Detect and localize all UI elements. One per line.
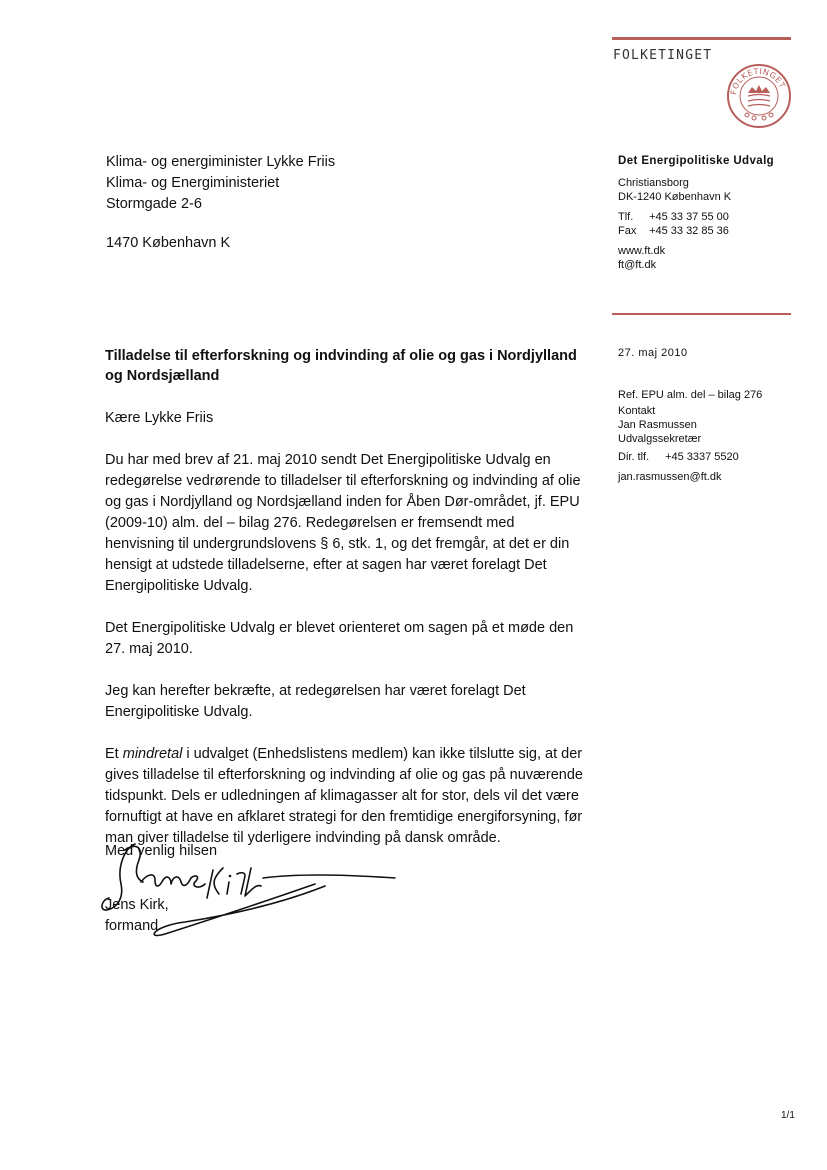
recipient-line2: Klima- og Energiministeriet	[106, 175, 280, 191]
paragraph-2: Det Energipolitiske Udvalg er blevet orienteret om sagen på et møde den 27. maj 2010.	[105, 620, 574, 657]
phone-row	[618, 210, 774, 224]
website-link[interactable]: www.ft.dk	[618, 245, 666, 257]
direct-phone-row	[618, 450, 762, 464]
paragraph-4-rest: i udvalget (Enhedslistens medlem) kan ikke tilslutte sig, at der gives tilladelse til efterforskning og indvinding af olie og gas på nuværende tidspunkt. Dels er udledningen af klimagasser alt for stor, dels vil det være fornuftigt at have en afklaret strategi for den fremtidige energiforsyning, før man giver tilladelse til yderligere indvinding på dansk område.	[105, 746, 583, 846]
header-rule-top	[612, 37, 791, 40]
contact-email-link[interactable]: jan.rasmussen@ft.dk	[618, 471, 722, 483]
seal-text: FOLKETINGET	[729, 66, 787, 96]
paragraph-4-prefix: Et	[105, 746, 123, 762]
recipient-line1: Klima- og energiminister Lykke Friis	[106, 154, 336, 170]
sender-block	[618, 154, 774, 272]
phone-label: Tlf.	[618, 211, 634, 223]
paragraph-4	[105, 744, 585, 849]
letter-date: 27. maj 2010	[618, 347, 688, 359]
fax-label: Fax	[618, 225, 637, 237]
signer-title: formand	[105, 918, 159, 934]
fax-row	[618, 224, 774, 238]
address-line2: DK-1240 København K	[618, 191, 732, 203]
direct-phone-label: Dir. tlf.	[618, 451, 650, 463]
recipient-address	[106, 152, 335, 254]
signer-name: Jens Kirk,	[105, 897, 169, 913]
header-rule-bottom	[612, 313, 791, 315]
paragraph-3: Jeg kan herefter bekræfte, at redegørelsen har været forelagt Det Energipolitiske Udvalg.	[105, 683, 526, 720]
seal-icon	[726, 63, 792, 134]
contact-name: Jan Rasmussen	[618, 419, 697, 431]
recipient-line4: 1470 København K	[106, 235, 231, 251]
paragraph-1: Du har med brev af 21. maj 2010 sendt Det Energipolitiske Udvalg en redegørelse vedrørende to tilladelser til efterforskning og indvinding af olie og gas i Nordjylland og Nordsjælland inden for Åben Dør-området, jf. EPU (2009-10) alm. del – bilag 276. Redegørelsen er fremsendt med henvisning til undergrundslovens § 6, stk. 1, og det fremgår, at det er din hensigt at udstede tilladelserne, efter at sagen har været forelagt Det Energipolitiske Udvalg.	[105, 452, 581, 594]
contact-title: Udvalgssekretær	[618, 433, 702, 445]
salutation: Kære Lykke Friis	[105, 410, 214, 426]
paragraph-4-emphasis: mindretal	[122, 746, 183, 762]
handwritten-signature	[95, 838, 415, 953]
fax-number: +45 33 32 85 36	[649, 225, 729, 237]
address-line1: Christiansborg	[618, 177, 689, 189]
meta-block	[618, 346, 762, 484]
page-number: 1/1	[781, 1110, 795, 1121]
brand-name: FOLKETINGET	[613, 48, 713, 63]
reference: Ref. EPU alm. del – bilag 276	[618, 389, 763, 401]
contact-label: Kontakt	[618, 405, 656, 417]
phone-number: +45 33 37 55 00	[649, 211, 729, 223]
committee-name: Det Energipolitiske Udvalg	[618, 155, 775, 167]
closing: Med venlig hilsen	[105, 843, 218, 859]
direct-phone: +45 3337 5520	[665, 451, 739, 463]
letter-body	[105, 346, 595, 870]
email-link[interactable]: ft@ft.dk	[618, 259, 657, 271]
letter-subject: Tilladelse til efterforskning og indvinding af olie og gas i Nordjylland og Nordsjælland	[105, 348, 577, 384]
recipient-line3: Stormgade 2-6	[106, 196, 202, 212]
